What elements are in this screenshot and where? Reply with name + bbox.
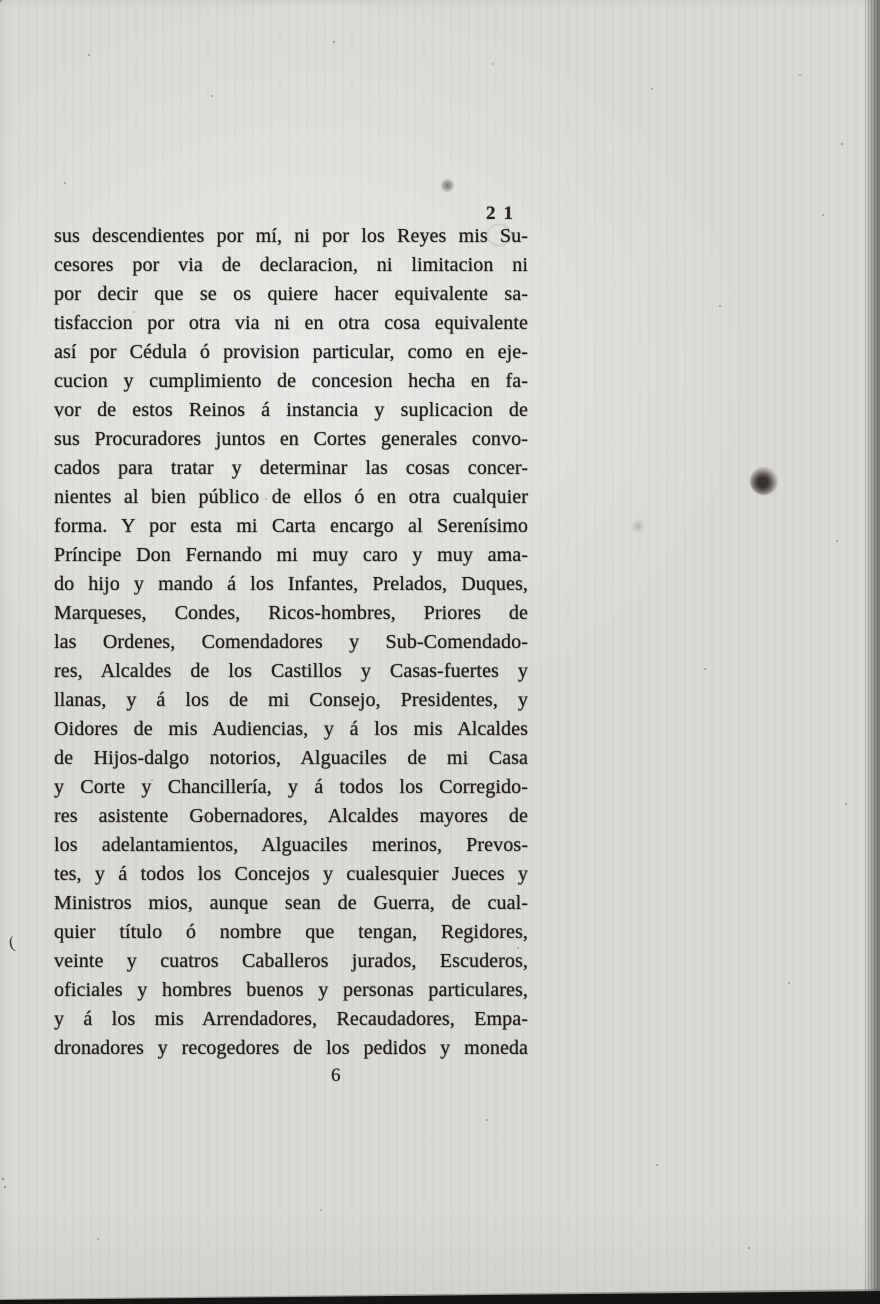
text-line: res, Alcaldes de los Castillos y Casas-fuertes y [54, 660, 528, 682]
text-line: los adelantamientos, Alguaciles merinos, Prevos- [54, 834, 528, 856]
text-line: así por Cédula ó provision particular, como en eje- [54, 341, 528, 363]
margin-ink-mark: ( [7, 932, 17, 953]
text-line: res asistente Gobernadores, Alcaldes mayores de [54, 805, 528, 827]
faint-smudge [631, 519, 645, 533]
text-line: sus descendientes por mí, ni por los Reyes mis Su- [54, 225, 528, 247]
ink-blot [750, 467, 778, 495]
signature-mark: 6 [331, 1065, 341, 1086]
text-line: cucion y cumplimiento de concesion hecha en fa- [54, 370, 528, 392]
text-line: cesores por via de declaracion, ni limitacion ni [54, 254, 528, 276]
text-line: Oidores de mis Audiencias, y á los mis Alcaldes [54, 718, 528, 740]
smudge-dot [441, 179, 454, 192]
text-line: quier título ó nombre que tengan, Regidores, [54, 921, 528, 943]
scan-edge-right [865, 0, 880, 1304]
paper-speck [0, 0, 2, 2]
text-line: tisfaccion por otra via ni en otra cosa equivalente [54, 312, 528, 334]
text-line: vor de estos Reinos á instancia y suplicacion de [54, 399, 528, 421]
text-line: oficiales y hombres buenos y personas particulares, [54, 979, 528, 1001]
text-line: de Hijos-dalgo notorios, Alguaciles de mi Casa [54, 747, 528, 769]
text-line: y á los mis Arrendadores, Recaudadores, Empa- [54, 1008, 528, 1030]
text-line: sus Procuradores juntos en Cortes generales convo- [54, 428, 528, 450]
text-line: veinte y cuatros Caballeros jurados, Escuderos, [54, 950, 528, 972]
text-line: nientes al bien público de ellos ó en otra cualquier [54, 486, 528, 508]
text-line: do hijo y mando á los Infantes, Prelados, Duques, [54, 573, 528, 595]
text-line: las Ordenes, Comendadores y Sub-Comendado- [54, 631, 528, 653]
text-line: cados para tratar y determinar las cosas concer- [54, 457, 528, 479]
text-line: por decir que se os quiere hacer equivalente sa- [54, 283, 528, 305]
text-line: dronadores y recogedores de los pedidos y moneda [54, 1037, 528, 1059]
text-line: tes, y á todos los Concejos y cualesquier Jueces y [54, 863, 528, 885]
page-number: 21 [486, 203, 521, 224]
body-text [54, 222, 528, 1063]
text-line: y Corte y Chancillería, y á todos los Corregido- [54, 776, 528, 798]
text-line: Príncipe Don Fernando mi muy caro y muy ama- [54, 544, 528, 566]
text-line: forma. Y por esta mi Carta encargo al Serenísimo [54, 515, 528, 537]
text-line: Ministros mios, aunque sean de Guerra, de cual- [54, 892, 528, 914]
text-line: llanas, y á los de mi Consejo, Presidentes, y [54, 689, 528, 711]
text-line: Marqueses, Condes, Ricos-hombres, Priores de [54, 602, 528, 624]
